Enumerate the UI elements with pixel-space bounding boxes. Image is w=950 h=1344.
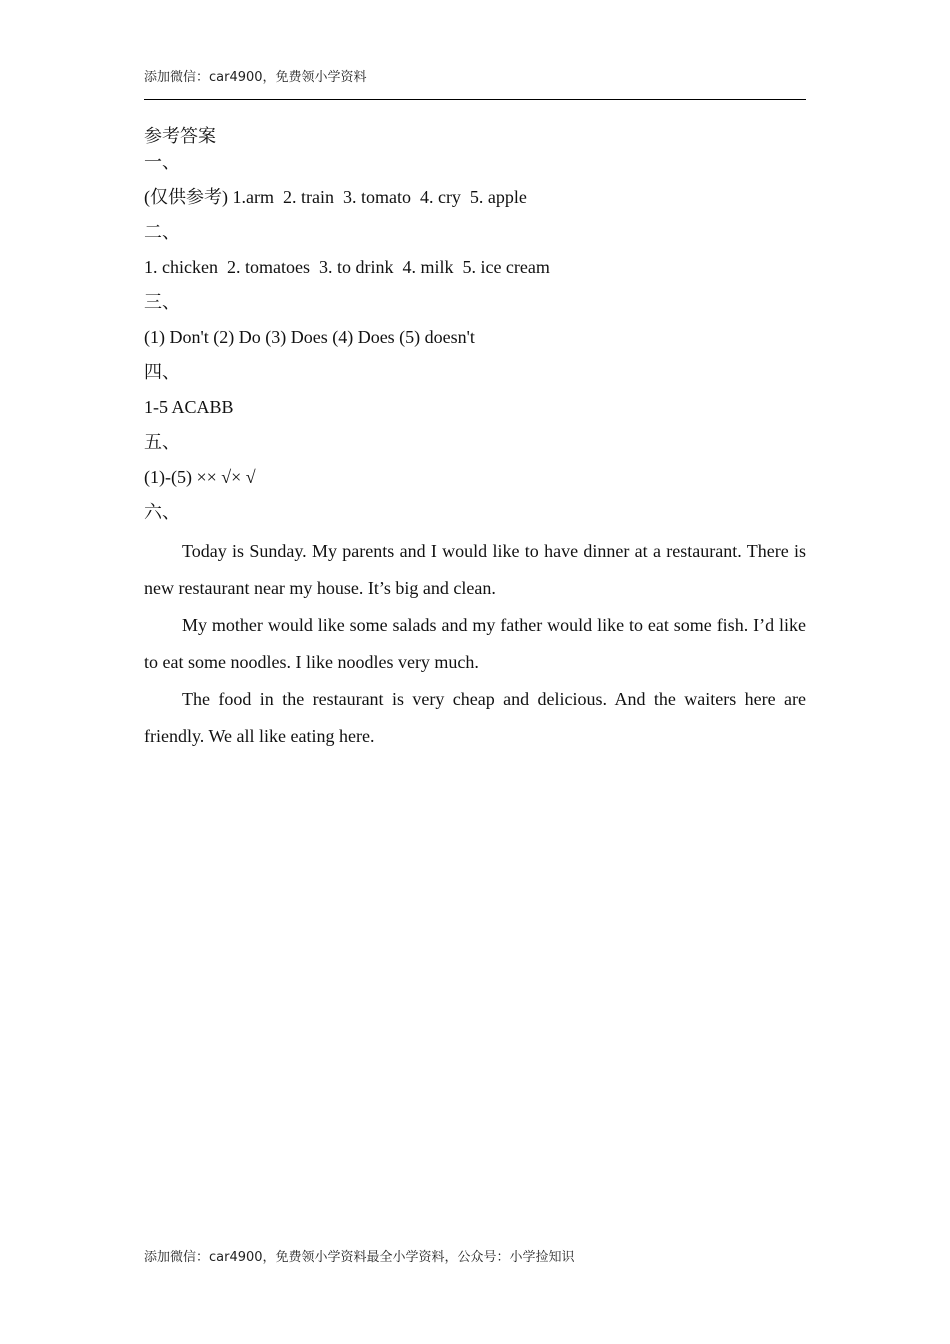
essay-paragraph-2: My mother would like some salads and my father would like to eat some fish. I’d like to eat some noodles. I like noodles very much. (144, 615, 806, 672)
page-header: 添加微信：car4900，免费领小学资料 (144, 70, 367, 85)
document-title: 参考答案 (144, 126, 216, 146)
section-4-heading: 四、 (144, 362, 180, 382)
essay-paragraph-1: Today is Sunday. My parents and I would like to have dinner at a restaurant. There is new restaurant near my house. It’s big and clean. (144, 541, 806, 598)
section-2-answers: 1. chicken 2. tomatoes 3. to drink 4. milk 5. ice cream (144, 257, 550, 277)
section-1-heading: 一、 (144, 152, 180, 172)
page-footer: 添加微信：car4900，免费领小学资料最全小学资料，公众号：小学捡知识 (144, 1250, 575, 1265)
answer-key (144, 122, 806, 755)
essay-paragraph-3: The food in the restaurant is very cheap and delicious. And the waiters here are friendly. We all like eating here. (144, 689, 806, 746)
section-3-heading: 三、 (144, 292, 180, 312)
section-2-heading: 二、 (144, 222, 180, 242)
section-3-answers: (1) Don't (2) Do (3) Does (4) Does (5) doesn't (144, 327, 475, 347)
section-6-heading: 六、 (144, 502, 180, 522)
section-5-answers: (1)-(5) ×× √× √ (144, 467, 256, 487)
section-1-answers: (仅供参考) 1.arm 2. train 3. tomato 4. cry 5. apple (144, 187, 527, 207)
section-4-answers: 1-5 ACABB (144, 397, 234, 417)
header-divider (144, 99, 806, 100)
section-5-heading: 五、 (144, 432, 180, 452)
